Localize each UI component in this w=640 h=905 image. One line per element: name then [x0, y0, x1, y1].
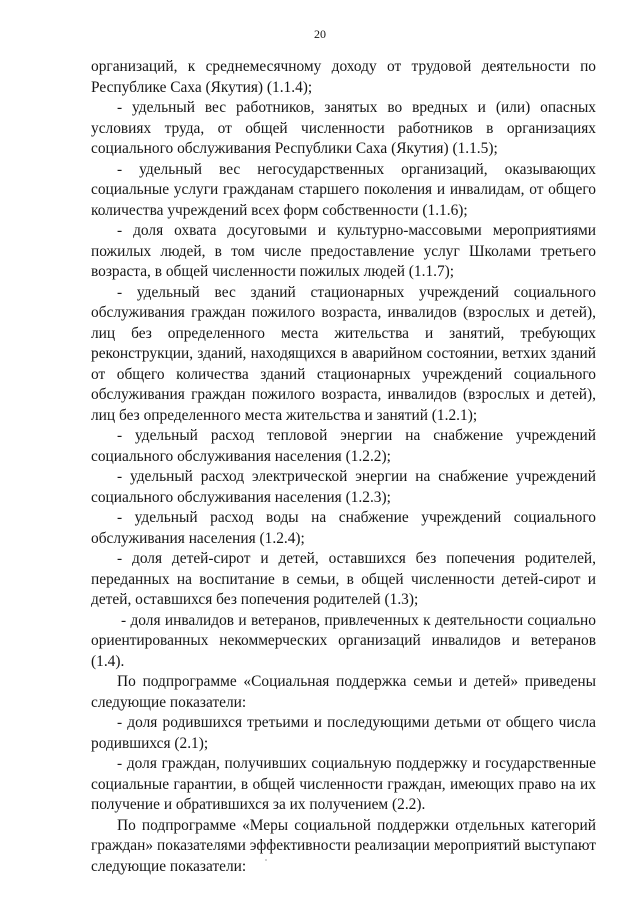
scan-speck [265, 859, 267, 861]
list-item-1-1-7: - доля охвата досуговыми и культурно-массовыми мероприятиями пожилых людей, в том числе предоставление услуг Школами третьего возраста, в общей численности пожилых людей (1.1.7); [91, 222, 596, 280]
list-item-1-1-6: - удельный вес негосударственных организаций, оказывающих социальные услуги гражданам старшего поколения и инвалидам, от общего количества учреждений всех форм собственности (1.1.6); [91, 160, 596, 219]
list-item-2-2: - доля граждан, получивших социальную поддержку и государственные социальные гарантии, в общей численности граждан, имеющих право на их получение и обратившихся за их получением (2.2). [91, 755, 596, 813]
list-item-1-2-3: - удельный расход электрической энергии на снабжение учреждений социального обслуживания населения (1.2.3); [91, 468, 596, 506]
list-item-2-1: - доля родившихся третьими и последующими детьми от общего числа родившихся (2.1); [91, 714, 596, 752]
paragraph-continuation: организаций, к среднемесячному доходу от трудовой деятельности по Республике Саха (Якутия) (1.1.4); [91, 58, 596, 96]
list-item-1-2-2: - удельный расход тепловой энергии на снабжение учреждений социального обслуживания населения (1.2.2); [91, 427, 596, 465]
document-body [91, 57, 596, 877]
list-item-1-4: - доля инвалидов и ветеранов, привлеченных к деятельности социально ориентированных некоммерческих организаций инвалидов и ветеранов (1.4). [91, 611, 596, 670]
subprogram-family-intro: По подпрограмме «Социальная поддержка семьи и детей» приведены следующие показатели: [91, 673, 596, 711]
page-number: 20 [314, 27, 326, 41]
list-item-1-2-1: - удельный вес зданий стационарных учреждений социального обслуживания граждан пожилого возраста, инвалидов (взрослых и детей), лиц без определенного места жительства и занятий, требующих реконструкции, зданий, находящихся в аварийном состоянии, ветхих зданий от общего количества зданий стационарных учреждений социального обслуживания граждан пожилого возраста, инвалидов (взрослых и детей), лиц без определенного места жительства и занятий (1.2.1); [91, 283, 596, 424]
subprogram-social-support-intro: По подпрограмме «Меры социальной поддержки отдельных категорий граждан» показателями эффективности реализации мероприятий выступают следующие показатели: [91, 816, 596, 875]
list-item-1-2-4: - удельный расход воды на снабжение учреждений социального обслуживания населения (1.2.4); [91, 509, 596, 547]
list-item-1-3: - доля детей-сирот и детей, оставшихся без попечения родителей, переданных на воспитание в семьи, в общей численности детей-сирот и детей, оставшихся без попечения родителей (1.3); [91, 550, 596, 608]
list-item-1-1-5: - удельный вес работников, занятых во вредных и (или) опасных условиях труда, от общей численности работников в организациях социального обслуживания Республики Саха (Якутия) (1.1.5); [91, 99, 596, 157]
